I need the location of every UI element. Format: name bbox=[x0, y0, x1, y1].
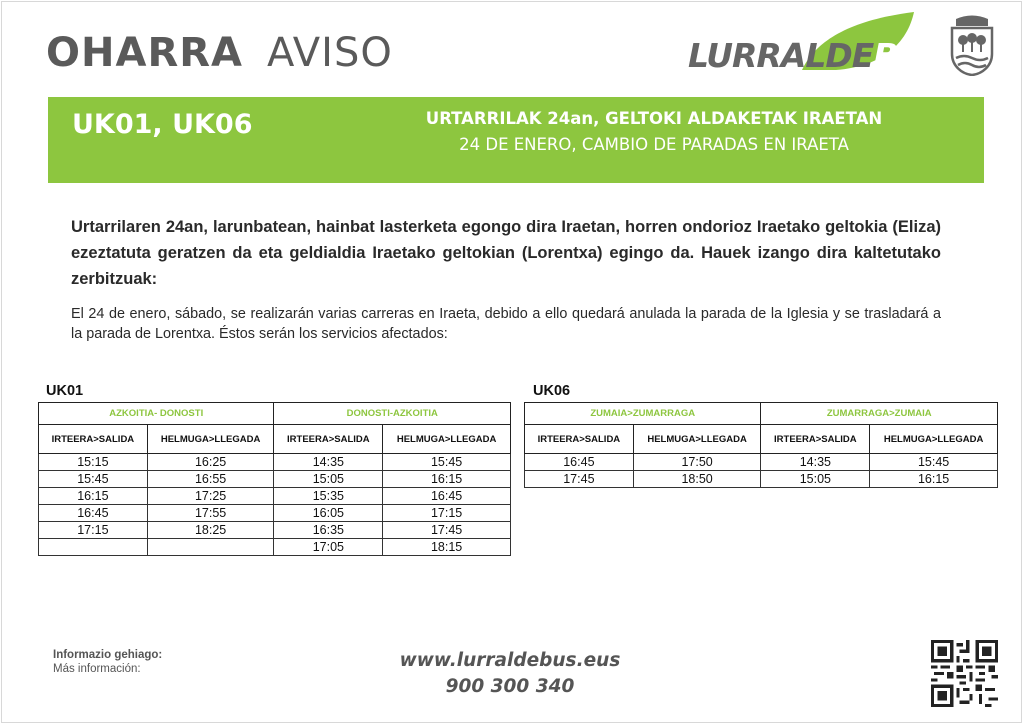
table-cell: 17:15 bbox=[39, 522, 148, 539]
logo-text-a: LURRALDE bbox=[688, 36, 874, 75]
col-departure: IRTEERA>SALIDA bbox=[761, 425, 870, 454]
col-arrival: HELMUGA>LLEGADA bbox=[870, 425, 998, 454]
table-cell: 14:35 bbox=[274, 454, 383, 471]
table-cell: 17:45 bbox=[383, 522, 511, 539]
table-cell: 16:45 bbox=[525, 454, 634, 471]
lurraldebus-logo bbox=[688, 8, 947, 75]
table-row bbox=[39, 454, 511, 471]
more-info-eu: Informazio gehiago: bbox=[53, 649, 163, 661]
table-cell: 15:35 bbox=[274, 488, 383, 505]
qr-code-icon bbox=[931, 640, 998, 707]
table-cell: 15:45 bbox=[39, 471, 148, 488]
phone-number: 900 300 340 bbox=[445, 676, 575, 697]
table-cell: 15:45 bbox=[383, 454, 511, 471]
table-cell: 15:15 bbox=[39, 454, 148, 471]
table-cell: 15:45 bbox=[870, 454, 998, 471]
table-cell: 16:45 bbox=[39, 505, 148, 522]
table-row bbox=[39, 488, 511, 505]
table-cell: 17:15 bbox=[383, 505, 511, 522]
table-cell: 17:50 bbox=[633, 454, 761, 471]
table-cell: 15:05 bbox=[761, 471, 870, 488]
gipuzkoa-seal-icon bbox=[948, 14, 996, 76]
uk01-label: UK01 bbox=[46, 383, 84, 399]
col-arrival: HELMUGA>LLEGADA bbox=[147, 425, 274, 454]
title-eu: OHARRA bbox=[46, 30, 243, 76]
notice-banner bbox=[48, 97, 984, 183]
table-cell bbox=[39, 539, 148, 556]
table-cell: 17:25 bbox=[147, 488, 274, 505]
table-cell: 16:45 bbox=[383, 488, 511, 505]
table-row bbox=[39, 522, 511, 539]
table-cell: 17:45 bbox=[525, 471, 634, 488]
col-arrival: HELMUGA>LLEGADA bbox=[383, 425, 511, 454]
table-row bbox=[39, 505, 511, 522]
uk06-label: UK06 bbox=[533, 383, 571, 399]
logo-text-b: BUS bbox=[873, 36, 947, 75]
more-info bbox=[53, 648, 162, 676]
table-cell: 17:05 bbox=[274, 539, 383, 556]
col-arrival: HELMUGA>LLEGADA bbox=[633, 425, 761, 454]
col-departure: IRTEERA>SALIDA bbox=[39, 425, 148, 454]
affected-lines: UK01, UK06 bbox=[72, 109, 253, 140]
table-cell: 18:25 bbox=[147, 522, 274, 539]
table-cell: 16:15 bbox=[383, 471, 511, 488]
notice-text-es: El 24 de enero, sábado, se realizarán varias carreras en Iraeta, debido a ello quedará anulada la parada de la Iglesia y se trasladará a la parada de Lorentxa. Éstos serán los servicios afectados: bbox=[71, 306, 941, 342]
banner-heading-es: 24 DE ENERO, CAMBIO DE PARADAS EN IRAETA bbox=[459, 135, 849, 154]
contact-info bbox=[350, 648, 670, 700]
table-row bbox=[525, 454, 998, 471]
col-departure: IRTEERA>SALIDA bbox=[525, 425, 634, 454]
more-info-es: Más información: bbox=[53, 663, 141, 675]
table-cell: 14:35 bbox=[761, 454, 870, 471]
table-cell: 18:15 bbox=[383, 539, 511, 556]
uk01-timetable bbox=[38, 402, 511, 556]
table-cell: 16:25 bbox=[147, 454, 274, 471]
uk01-direction-1: AZKOITIA- DONOSTI bbox=[39, 403, 274, 425]
table-cell: 15:05 bbox=[274, 471, 383, 488]
table-row bbox=[39, 539, 511, 556]
title-es: AVISO bbox=[267, 30, 393, 76]
table-cell: 16:15 bbox=[39, 488, 148, 505]
website-link[interactable]: www.lurraldebus.eus bbox=[399, 650, 621, 671]
col-departure: IRTEERA>SALIDA bbox=[274, 425, 383, 454]
table-cell: 18:50 bbox=[633, 471, 761, 488]
table-cell bbox=[147, 539, 274, 556]
table-cell: 16:15 bbox=[870, 471, 998, 488]
notice-text-eu: Urtarrilaren 24an, larunbatean, hainbat lasterketa egongo dira Iraetan, horren ondorioz Iraetako geltokia (Eliza) ezeztatuta geratzen da eta geldialdia Iraetako geltokian (Lorentxa) egingo da. Hauek izango dira kaltetutako zerbitzuak: bbox=[71, 218, 941, 288]
banner-heading-eu: URTARRILAK 24an, GELTOKI ALDAKETAK IRAETAN bbox=[425, 109, 883, 128]
table-cell: 17:55 bbox=[147, 505, 274, 522]
table-row bbox=[525, 471, 998, 488]
uk01-direction-2: DONOSTI-AZKOITIA bbox=[274, 403, 511, 425]
uk06-direction-1: ZUMAIA>ZUMARRAGA bbox=[525, 403, 761, 425]
table-cell: 16:35 bbox=[274, 522, 383, 539]
table-cell: 16:05 bbox=[274, 505, 383, 522]
table-row bbox=[39, 471, 511, 488]
uk06-direction-2: ZUMARRAGA>ZUMAIA bbox=[761, 403, 998, 425]
page-title bbox=[46, 30, 393, 76]
table-cell: 16:55 bbox=[147, 471, 274, 488]
uk06-timetable bbox=[524, 402, 998, 488]
